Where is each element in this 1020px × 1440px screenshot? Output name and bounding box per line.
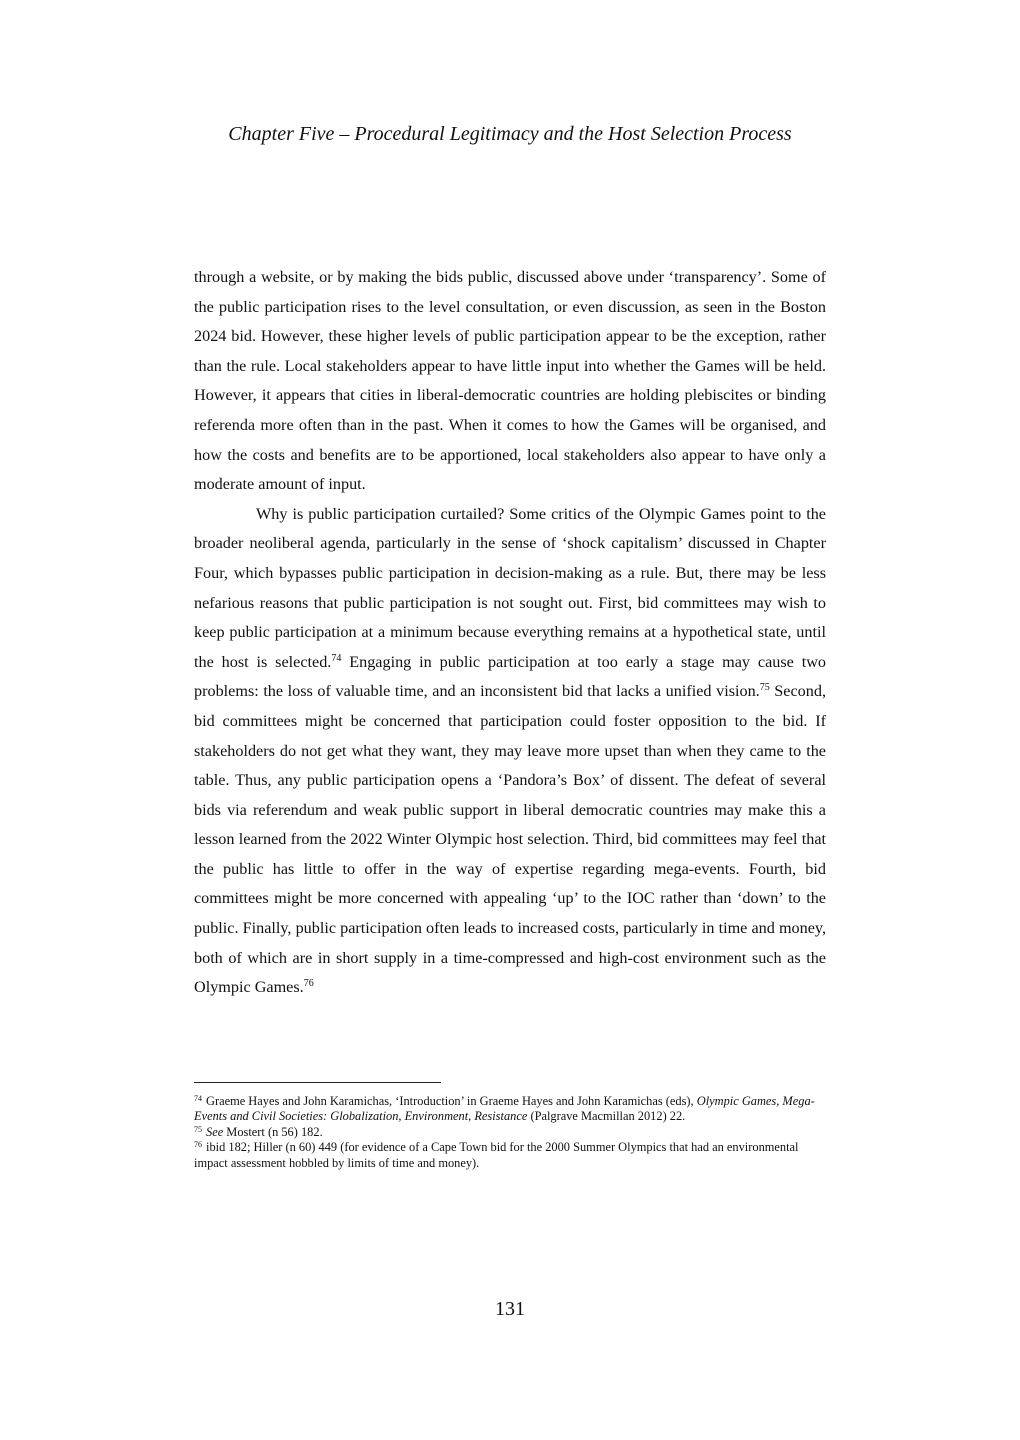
paragraph-1: through a website, or by making the bids public, discussed above under ‘transparency’. Some of the public participation rises to the level consultation, or even discussion, as seen in the Boston 2024 bid. However, these higher levels of public participation appear to be the exception, rather than the rule. Local stakeholders appear to have little input into whether the Games will be held. However, it appears that cities in liberal-democratic countries are holding plebiscites or binding referenda more often than in the past. When it comes to how the Games will be organised, and how the costs and benefits are to be apportioned, local stakeholders also appear to have only a moderate amount of input.: [194, 268, 826, 494]
footnote-75: [194, 1125, 826, 1140]
footnote-ref-75[interactable]: 75: [759, 682, 770, 694]
footnotes: [194, 1094, 826, 1171]
footnote-divider: [194, 1082, 441, 1083]
footnote-signal: See: [206, 1124, 224, 1139]
footnote-number: 75: [194, 1124, 202, 1134]
footnote-74: [194, 1094, 826, 1125]
footnote-text: Mostert (n 56) 182.: [223, 1124, 323, 1139]
paragraph-2-part-b: Engaging in public participation at too early a stage may cause two problems: the loss of valuable time, and an inconsistent bid that lacks a unified vision.: [194, 652, 826, 701]
footnote-text: ibid 182; Hiller (n 60) 449 (for evidence of a Cape Town bid for the 2000 Summer Olympics that had an environmental impact assessment hobbled by limits of time and money).: [194, 1140, 799, 1170]
page-number: 131: [495, 1298, 525, 1320]
body-text: [194, 263, 826, 1003]
footnote-book-title: Olympic Games, Mega-Events and Civil Societies: Globalization, Environment, Resistance: [194, 1094, 815, 1124]
footnote-text: (Palgrave Macmillan 2012) 22.: [527, 1109, 686, 1124]
paragraph-2-part-a: Why is public participation curtailed? Some critics of the Olympic Games point to the broader neoliberal agenda, particularly in the sense of ‘shock capitalism’ discussed in Chapter Four, which bypasses public participation in decision-making as a rule. But, there may be less nefarious reasons that public participation is not sought out. First, bid committees may wish to keep public participation at a minimum because everything remains at a hypothetical state, until the host is selected.: [194, 504, 826, 671]
footnote-ref-76[interactable]: 76: [303, 978, 314, 990]
footnote-number: 76: [194, 1140, 202, 1150]
footnote-number: 74: [194, 1094, 202, 1103]
paragraph-2: [194, 500, 826, 1003]
footnote-ref-74[interactable]: 74: [331, 652, 342, 664]
running-header: Chapter Five – Procedural Legitimacy and the Host Selection Process: [228, 123, 792, 145]
footnote-76: [194, 1140, 826, 1171]
paragraph-2-part-c: Second, bid committees might be concerned that participation could foster opposition to the bid. If stakeholders do not get what they want, they may leave more upset than when they came to the table. Thus, any public participation opens a ‘Pandora’s Box’ of dissent. The defeat of several bids via referendum and weak public support in liberal democratic countries may make this a lesson learned from the 2022 Winter Olympic host selection. Third, bid committees may feel that the public has little to offer in the way of expertise regarding mega-events. Fourth, bid committees might be more concerned with appealing ‘up’ to the IOC rather than ‘down’ to the public. Finally, public participation often leads to increased costs, particularly in time and money, both of which are in short supply in a time-compressed and high-cost environment such as the Olympic Games.: [194, 682, 827, 997]
footnote-text: Graeme Hayes and John Karamichas, ‘Introduction’ in Graeme Hayes and John Karamichas (eds),: [206, 1094, 697, 1108]
